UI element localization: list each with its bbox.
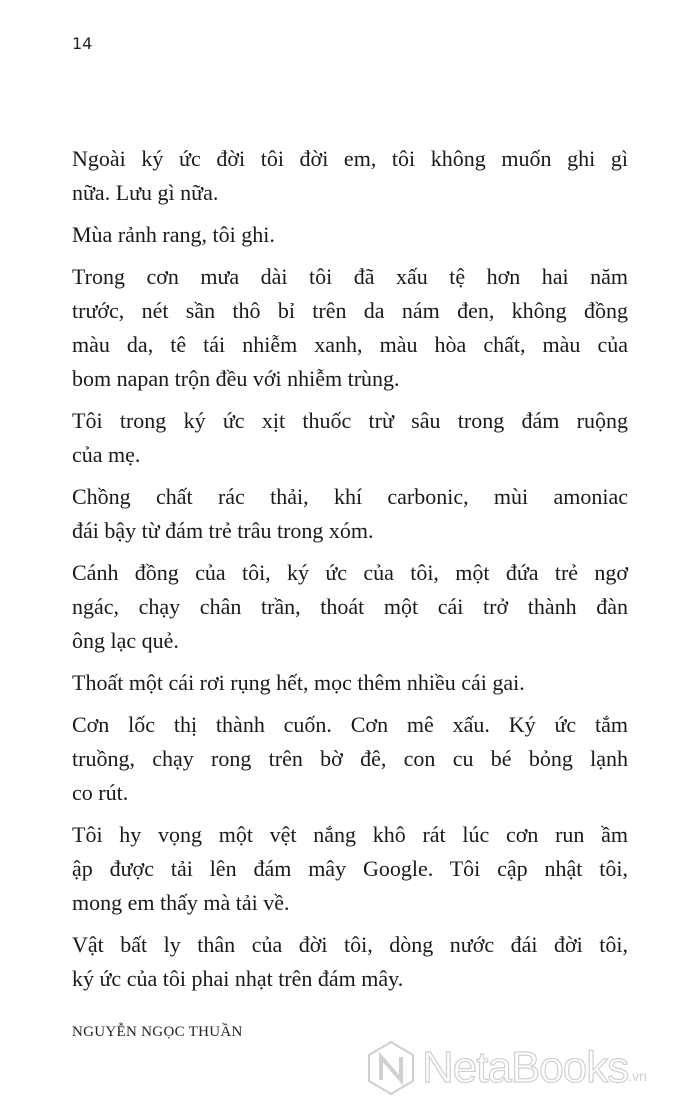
text-line: ký ức của tôi phai nhạt trên đám mây. [72, 966, 404, 991]
text-line: nữa. Lưu gì nữa. [72, 180, 219, 205]
paragraph [72, 928, 628, 996]
text-line: màu da, tê tái nhiễm xanh, màu hòa chất, màu của [72, 332, 628, 357]
paragraph [72, 142, 628, 210]
text-line: Thoất một cái rơi rụng hết, mọc thêm nhiều cái gai. [72, 670, 525, 695]
page-number: 14 [72, 34, 93, 53]
watermark-brand: NetaBooks [422, 1043, 629, 1092]
running-footer-author: NGUYỄN NGỌC THUẦN [72, 1024, 243, 1040]
text-line: ông lạc quẻ. [72, 628, 179, 653]
text-line: mong em thấy mà tải về. [72, 890, 290, 915]
text-line: Tôi hy vọng một vệt nắng khô rát lúc cơn run ầm [72, 822, 628, 847]
paragraph [72, 666, 628, 700]
text-line: bom napan trộn đều với nhiễm trùng. [72, 366, 400, 391]
page-body-text [72, 142, 628, 1004]
watermark-suffix: .vn [628, 1068, 647, 1084]
paragraph [72, 556, 628, 658]
paragraph [72, 404, 628, 472]
text-line: co rút. [72, 780, 129, 805]
paragraph [72, 818, 628, 920]
text-line: Cơn lốc thị thành cuốn. Cơn mê xấu. Ký ức tắm [72, 712, 628, 737]
text-line: ngác, chạy chân trần, thoát một cái trở thành đàn [72, 594, 628, 619]
netabooks-watermark [366, 1040, 647, 1096]
paragraph [72, 218, 628, 252]
text-line: Tôi trong ký ức xịt thuốc trừ sâu trong đám ruộng [72, 408, 628, 433]
text-line: Cánh đồng của tôi, ký ức của tôi, một đứa trẻ ngơ [72, 560, 628, 585]
text-line: đái bậy từ đám trẻ trâu trong xóm. [72, 518, 374, 543]
text-line: ập được tải lên đám mây Google. Tôi cập nhật tôi, [72, 856, 628, 881]
text-line: Vật bất ly thân của đời tôi, dòng nước đái đời tôi, [72, 932, 628, 957]
paragraph [72, 708, 628, 810]
text-line: trước, nét sần thô bỉ trên da nám đen, không đồng [72, 298, 628, 323]
paragraph [72, 480, 628, 548]
text-line: Mùa rảnh rang, tôi ghi. [72, 222, 275, 247]
text-line: của mẹ. [72, 442, 141, 467]
text-line: Chồng chất rác thải, khí carbonic, mùi amoniac [72, 484, 628, 509]
text-line: Trong cơn mưa dài tôi đã xấu tệ hơn hai năm [72, 264, 628, 289]
paragraph [72, 260, 628, 396]
netabooks-logo-icon [366, 1040, 416, 1096]
text-line: truồng, chạy rong trên bờ đê, con cu bé bỏng lạnh [72, 746, 628, 771]
text-line: Ngoài ký ức đời tôi đời em, tôi không muốn ghi gì [72, 146, 628, 171]
